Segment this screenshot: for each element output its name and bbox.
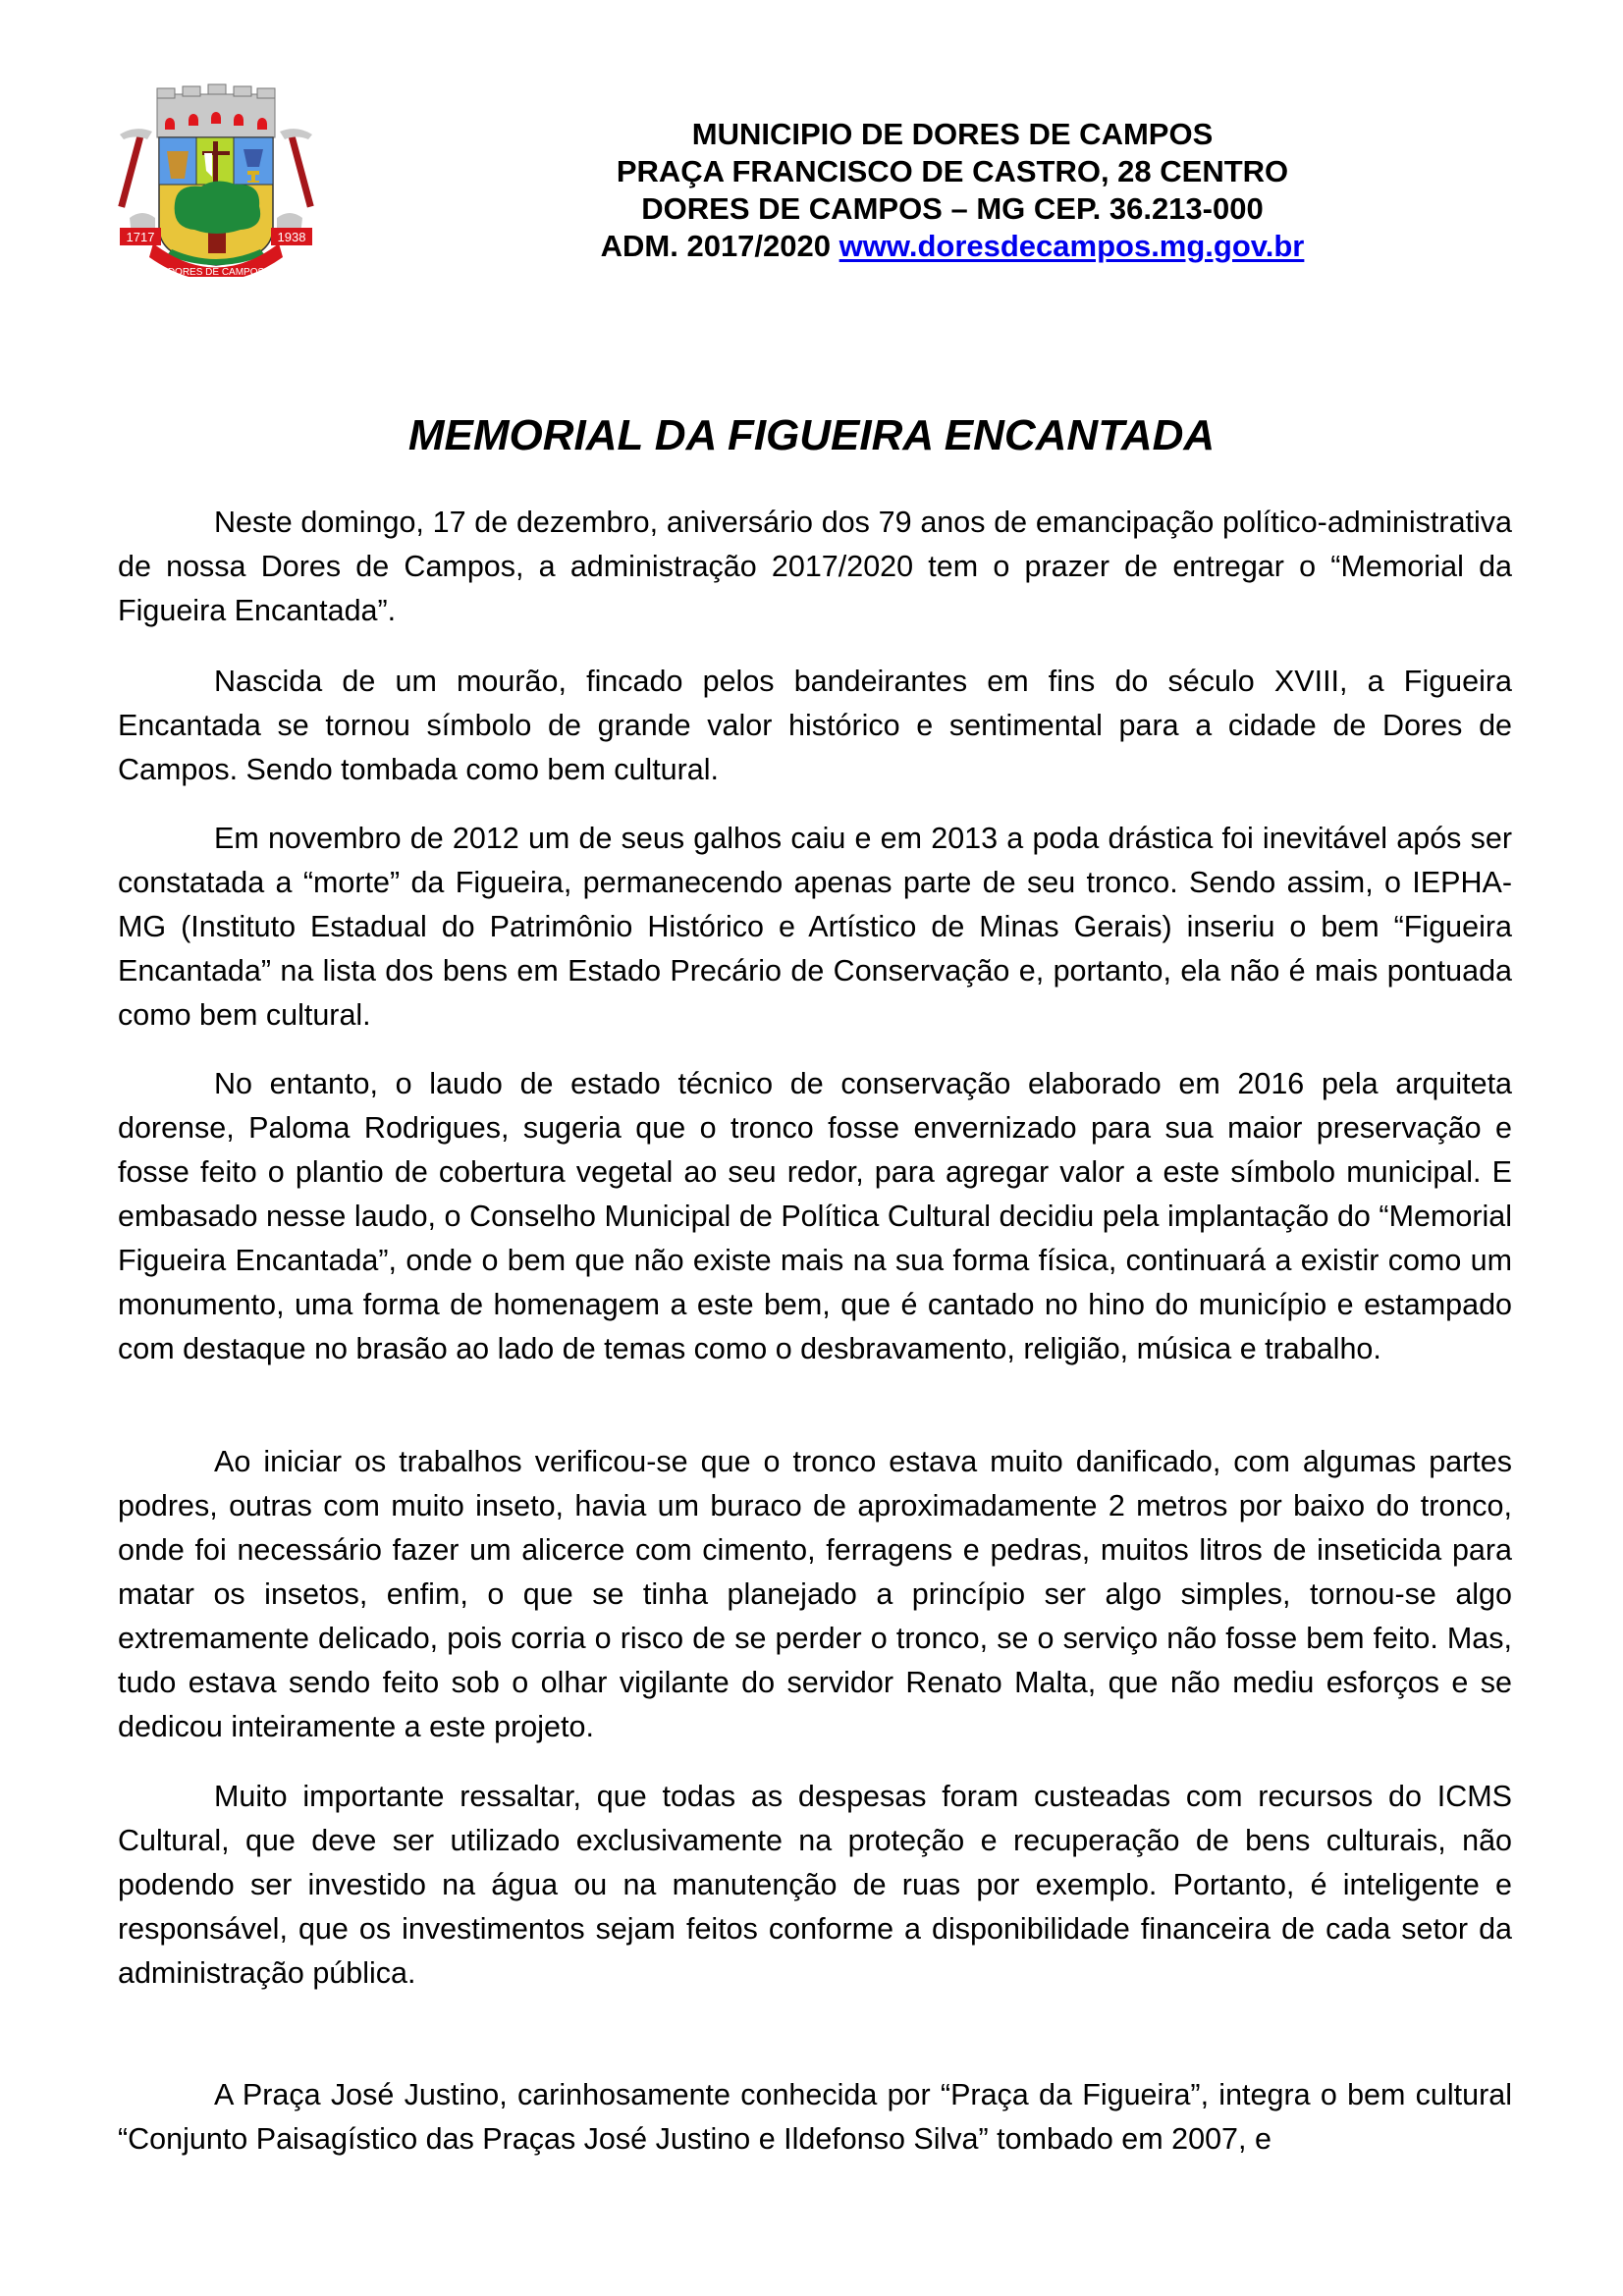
administration-line [461,228,1443,265]
svg-text:1938: 1938 [277,230,306,244]
address-line: PRAÇA FRANCISCO DE CASTRO, 28 CENTRO [616,154,1289,188]
page-title: MEMORIAL DA FIGUEIRA ENCANTADA [407,411,1216,459]
paragraph-praca-jose-justino: A Praça José Justino, carinhosamente conhecida por “Praça da Figueira”, integra o bem cultural “Conjunto Paisagístico das Praças José Justino e Ildefonso Silva” tombado em 2007, e [118,2078,1512,2156]
svg-text:DORES DE CAMPOS: DORES DE CAMPOS [167,267,265,277]
paragraph-technical-report: No entanto, o laudo de estado técnico de conservação elaborado em 2016 pela arquiteta dorense, Paloma Rodrigues, sugeria que o tronco fosse envernizado para sua maior preservação e fosse feito o plantio de cobertura vegetal ao seu redor, para agregar valor a este símbolo municipal. E embasado nesse laudo, o Conselho Municipal de Política Cultural decidiu pela implantação do “Memorial Figueira Encantada”, onde o bem que não existe mais na sua forma física, continuará a existir como um monumento, uma forma de homenagem a este bem, que é cantado no hino do município e estampado com destaque no brasão ao lado de temas como o desbravamento, religião, música e trabalho. [118,1067,1512,1365]
letterhead [461,116,1443,265]
paragraph-origin: Nascida de um mourão, fincado pelos bandeirantes em fins do século XVIII, a Figueira Encantada se tornou símbolo de grande valor histórico e sentimental para a cidade de Dores de Campos. Sendo tombada como bem cultural. [118,665,1512,786]
paragraph-funding: Muito importante ressaltar, que todas as despesas foram custeadas com recursos do ICMS Cultural, que deve ser utilizado exclusivamente na proteção e recuperação de bens culturais, não podendo ser investido na água ou na manutenção de ruas por exemplo. Portanto, é inteligente e responsável, que os investimentos sejam feitos conforme a disponibilidade financeira de cada setor da administração pública. [118,1780,1512,1990]
city-postal-line: DORES DE CAMPOS – MG CEP. 36.213-000 [641,191,1264,226]
municipal-coat-of-arms-icon [118,80,314,277]
administration-label: ADM. 2017/2020 [600,229,832,263]
paragraph-decline: Em novembro de 2012 um de seus galhos caiu e em 2013 a poda drástica foi inevitável após ser constatada a “morte” da Figueira, permanecendo apenas parte de seu tronco. Sendo assim, o IEPHA-MG (Instituto Estadual do Patrimônio Histórico e Artístico de Minas Gerais) inseriu o bem “Figueira Encantada” na lista dos bens em Estado Precário de Conservação e, portanto, ela não é mais pontuada como bem cultural. [118,822,1512,1032]
paragraph-anniversary: Neste domingo, 17 de dezembro, aniversário dos 79 anos de emancipação político-administrativa de nossa Dores de Campos, a administração 2017/2020 tem o prazer de entregar o “Memorial da Figueira Encantada”. [118,506,1512,627]
website-link[interactable]: www.doresdecampos.mg.gov.br [839,229,1305,263]
paragraph-works: Ao iniciar os trabalhos verificou-se que o tronco estava muito danificado, com algumas partes podres, outras com muito inseto, havia um buraco de aproximadamente 2 metros por baixo do tronco, onde foi necessário fazer um alicerce com cimento, ferragens e pedras, muitos litros de inseticida para matar os insetos, enfim, o que se tinha planejado a princípio ser algo simples, tornou-se algo extremamente delicado, pois corria o risco de se perder o tronco, se o serviço não fosse bem feito. Mas, tudo estava sendo feito sob o olhar vigilante do servidor Renato Malta, que não mediu esforços e se dedicou inteiramente a este projeto. [118,1445,1512,1743]
svg-text:1717: 1717 [126,230,155,244]
municipality-name: MUNICIPIO DE DORES DE CAMPOS [691,117,1214,151]
